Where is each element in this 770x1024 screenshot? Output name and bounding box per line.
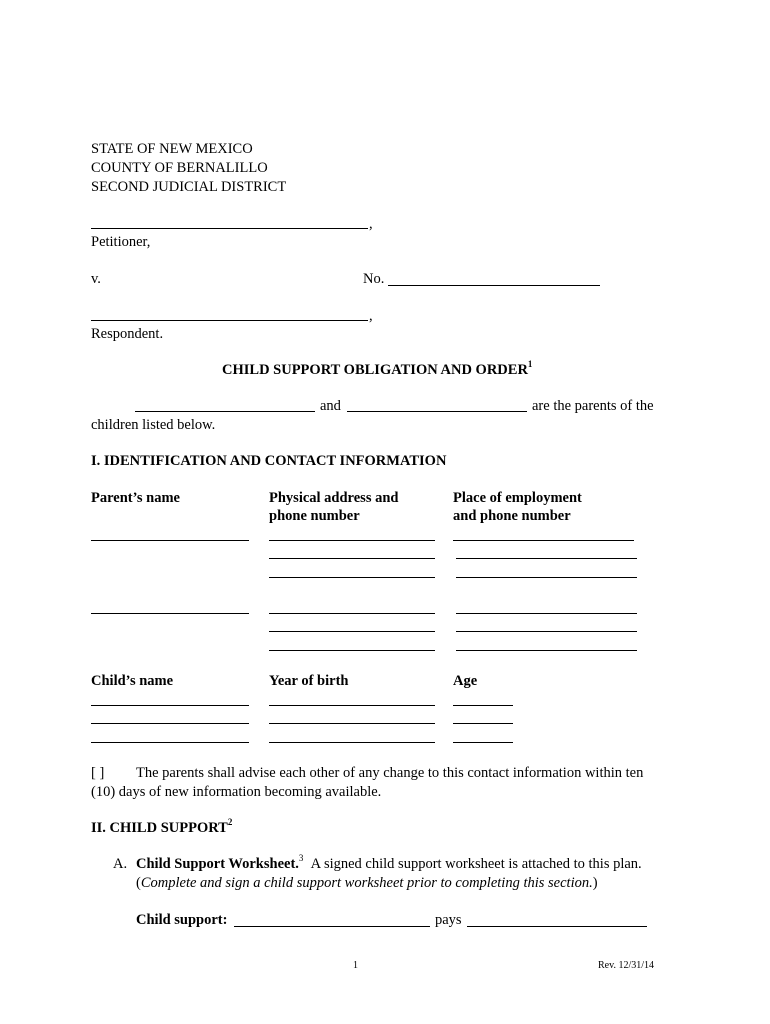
court-state: STATE OF NEW MEXICO	[91, 141, 253, 157]
parent-1-employment-field-1[interactable]	[453, 540, 634, 541]
child-1-name-field[interactable]	[91, 705, 249, 706]
respondent-name-field[interactable]	[91, 320, 368, 321]
pays-word: pays	[435, 912, 462, 928]
advise-text-line2: (10) days of new information becoming available.	[91, 784, 382, 800]
parent-two-field[interactable]	[347, 411, 527, 412]
parent-2-name-field[interactable]	[91, 613, 249, 614]
col-year-of-birth: Year of birth	[269, 673, 349, 689]
parent-2-employment-field-1[interactable]	[456, 613, 637, 614]
petitioner-comma: ,	[369, 216, 373, 232]
page-number: 1	[353, 960, 358, 971]
case-number-label: No.	[363, 271, 385, 287]
col-child-name: Child’s name	[91, 673, 174, 689]
child-2-year-field[interactable]	[269, 723, 435, 724]
title-footnote: 1	[527, 359, 533, 369]
document-title	[222, 359, 533, 379]
section-1-heading: I. IDENTIFICATION AND CONTACT INFORMATION	[91, 453, 447, 469]
item-a-bold: Child Support Worksheet.	[136, 856, 299, 872]
section-2-heading	[91, 817, 233, 837]
intro-tail: are the parents of the	[532, 398, 654, 414]
parent-2-address-field-2[interactable]	[269, 631, 435, 632]
parent-2-address-field-1[interactable]	[269, 613, 435, 614]
advise-checkbox[interactable]: [ ]	[91, 765, 105, 781]
item-a-text	[136, 853, 642, 873]
court-district: SECOND JUDICIAL DISTRICT	[91, 179, 287, 195]
payor-field[interactable]	[234, 926, 430, 927]
child-support-label: Child support:	[136, 912, 228, 928]
col-age: Age	[453, 673, 478, 689]
parent-1-address-field-2[interactable]	[269, 558, 435, 559]
parent-1-address-field-1[interactable]	[269, 540, 435, 541]
col-address-2: phone number	[269, 508, 360, 524]
item-a-letter: A.	[113, 856, 128, 872]
item-a-instruction-text: Complete and sign a child support worksheet prior to completing this section.	[140, 875, 593, 891]
parent-1-name-field[interactable]	[91, 540, 249, 541]
item-a-body: A signed child support worksheet is attached to this plan.	[310, 856, 642, 872]
versus-label: v.	[91, 271, 101, 287]
parent-2-employment-field-2[interactable]	[456, 631, 637, 632]
col-employment-1: Place of employment	[453, 490, 582, 506]
section-2-heading-text: II. CHILD SUPPORT	[91, 820, 228, 836]
child-1-age-field[interactable]	[453, 705, 513, 706]
court-county: COUNTY OF BERNALILLO	[91, 160, 268, 176]
respondent-label: Respondent.	[91, 326, 164, 342]
parent-2-employment-field-3[interactable]	[456, 650, 637, 651]
revision-date: Rev. 12/31/14	[598, 960, 655, 971]
parent-2-address-field-3[interactable]	[269, 650, 435, 651]
child-3-name-field[interactable]	[91, 742, 249, 743]
item-a-footnote: 3	[298, 853, 304, 863]
child-2-age-field[interactable]	[453, 723, 513, 724]
petitioner-name-field[interactable]	[91, 228, 368, 229]
child-1-year-field[interactable]	[269, 705, 435, 706]
payee-field[interactable]	[467, 926, 647, 927]
col-address-1: Physical address and	[269, 490, 399, 506]
respondent-comma: ,	[369, 308, 373, 324]
col-parent-name: Parent’s name	[91, 490, 180, 506]
petitioner-label: Petitioner,	[91, 234, 151, 250]
col-employment-2: and phone number	[453, 508, 571, 524]
parent-1-employment-field-3[interactable]	[456, 577, 637, 578]
document-title-text: CHILD SUPPORT OBLIGATION AND ORDER	[222, 362, 528, 378]
child-3-age-field[interactable]	[453, 742, 513, 743]
intro-line2: children listed below.	[91, 417, 216, 433]
advise-text-line1: The parents shall advise each other of any change to this contact information within ten	[136, 765, 644, 781]
parent-1-address-field-3[interactable]	[269, 577, 435, 578]
item-a-instruction: (Complete and sign a child support worksheet prior to completing this section.)	[136, 875, 598, 891]
intro-and: and	[320, 398, 341, 414]
parent-one-field[interactable]	[135, 411, 315, 412]
child-3-year-field[interactable]	[269, 742, 435, 743]
parent-1-employment-field-2[interactable]	[456, 558, 637, 559]
case-number-field[interactable]	[388, 285, 600, 286]
section-2-footnote: 2	[227, 817, 233, 827]
child-2-name-field[interactable]	[91, 723, 249, 724]
